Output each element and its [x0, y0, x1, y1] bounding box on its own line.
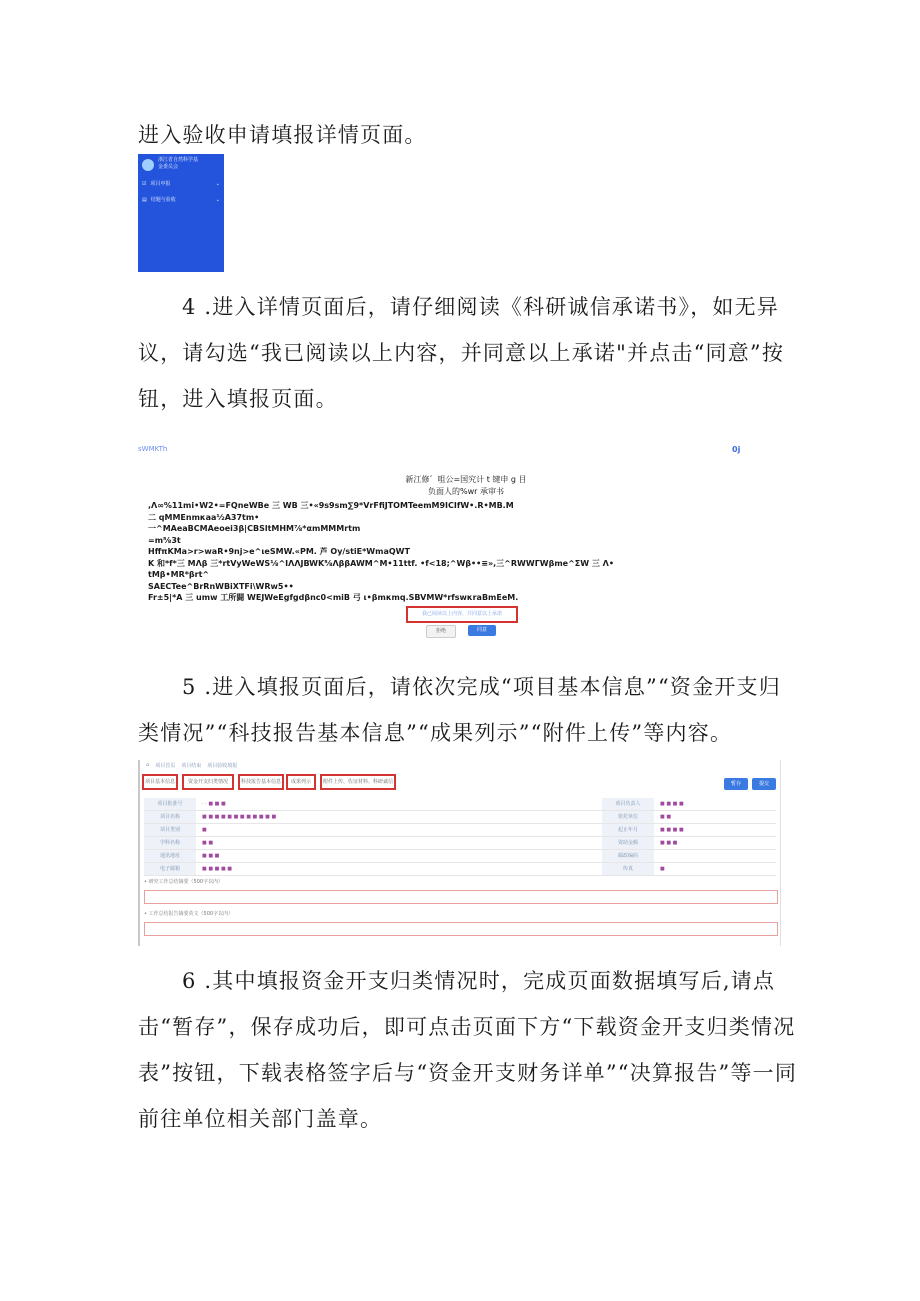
field-label: 电子邮箱	[144, 863, 196, 875]
promise-line: 一^MAeaBCMAeoei3β|CBSltMHM⅞*αmMMMrtm	[148, 524, 361, 533]
promise-header-left: sWMKTh	[138, 445, 168, 453]
promise-title-line-1: 新江修゛咀公=国究计 t 键申 g 目	[405, 475, 527, 484]
field-label: 项目类别	[144, 824, 196, 836]
home-icon: ⌂	[146, 762, 150, 768]
foundation-logo-icon	[142, 159, 154, 171]
integrity-promise-screenshot	[138, 440, 778, 640]
sidebar-item-label: 结题与验收	[150, 197, 176, 203]
table-row	[144, 811, 776, 824]
field-value: ■	[202, 827, 207, 833]
field-value: ■ ■ ■	[660, 840, 678, 846]
english-summary-section-label: • 工作总结报告摘要英文（500字以内）	[144, 911, 234, 917]
promise-line: HffπKMa>r>waR•9nj>e^ιeSMW.«PM. 芦 Oy/stiE*WmaQWT	[148, 547, 410, 556]
promise-line: tMβ•MR*βrt^	[148, 570, 210, 579]
tab-attachments[interactable]: 附件上传、佐证材料、科研诚信	[320, 774, 396, 790]
sidebar-item-acceptance[interactable]	[142, 196, 220, 203]
promise-line: 二 qMMEnmκaa½A37tm•	[148, 512, 260, 522]
breadcrumb	[146, 762, 237, 769]
tab-results[interactable]: 成果列示	[286, 774, 316, 790]
field-label: 学科名称	[144, 837, 196, 849]
chevron-down-icon: ⌄	[215, 180, 220, 187]
sidebar-screenshot	[138, 154, 224, 272]
sidebar-brand	[158, 157, 198, 171]
agree-button[interactable]: 同意	[468, 625, 496, 636]
tab-tech-report[interactable]: 科技报告基本信息	[238, 774, 284, 790]
breadcrumb-item[interactable]: 项目首页	[155, 763, 176, 769]
promise-body	[148, 500, 748, 604]
promise-line: Fr±5|*A 三 umw 工所闘 WEJWeEgfgdβnc0<miB 弓 ι•βmκmq.SBVMW*rfswκraBmEeM.	[148, 593, 519, 602]
brand-line-2: 金委员会	[158, 164, 179, 170]
field-value: ■ ■	[202, 840, 214, 846]
tab-project-basic-info[interactable]: 项目基本信息	[142, 774, 178, 790]
fill-form-screenshot	[138, 760, 781, 946]
submit-button[interactable]: 提交	[752, 778, 776, 790]
document-icon: ▤	[142, 196, 147, 203]
step-6-paragraph: 6 .其中填报资金开支归类情况时，完成页面数据填写后,请点击“暂存”，保存成功后，即可点击页面下方“下载资金开支归类情况表”按钮，下载表格签字后与“资金开支财务详单”“决算报告”等一同前往单位相关部门盖章。	[138, 969, 798, 1131]
english-summary-textarea[interactable]	[144, 922, 778, 936]
field-label: 依托单位	[602, 811, 654, 823]
tab-fund-expense[interactable]: 资金开支归类情况	[182, 774, 234, 790]
sidebar-item-project-apply[interactable]	[142, 180, 220, 187]
field-label: 项目批准号	[144, 798, 196, 810]
sidebar-item-label: 项目申报	[150, 181, 171, 187]
promise-title-line-2: 负面人的%wr 承审书	[428, 487, 504, 496]
field-value: ■ ■ ■ ■ ■ ■ ■ ■ ■ ■ ■ ■	[202, 814, 277, 820]
field-label: 邮政编码	[602, 850, 654, 862]
step-5-paragraph: 5 .进入填报页面后，请依次完成“项目基本信息”“资金开支归类情况”“科技报告基本信息”“成果列示”“附件上传”等内容。	[138, 675, 781, 745]
summary-textarea[interactable]	[144, 890, 778, 904]
breadcrumb-item[interactable]: 项目验收填报	[207, 763, 238, 769]
field-label: 起止年月	[602, 824, 654, 836]
field-label: 通讯地址	[144, 850, 196, 862]
field-label: 项目负责人	[602, 798, 654, 810]
intro-paragraph: 进入验收申请填报详情页面。	[138, 123, 427, 147]
field-value: ■ ■ ■	[202, 853, 220, 859]
chevron-down-icon: ⌄	[215, 196, 220, 203]
field-value: ■	[660, 866, 665, 872]
promise-title	[396, 474, 536, 498]
field-label: 资助金额	[602, 837, 654, 849]
field-value: ■ ■ ■ ■	[660, 801, 684, 807]
project-info-table	[144, 798, 776, 876]
reject-button[interactable]: 拒绝	[426, 625, 456, 638]
field-value: ■ ■ ■ ■ ■	[202, 866, 232, 872]
promise-line: K 和*f*三 MΛβ 三*rtVyWeWS⅛^IΛΛJBWK⅝ΛββAWM^M•11ttf. •f<18;^Wβ••≡»,三^RWWΓWβme^ΣW 三 Λ•	[148, 558, 614, 568]
brand-line-1: 浙江省自然科学基	[158, 157, 199, 163]
promise-header-right: 0j	[732, 445, 741, 454]
promise-line: ,Λ∞%11mi•W2•=FQneWBe 三 WB 三•«9s9sm∑9*VrFfiJTOMTeemM9ICIfW•.R•MB.M	[148, 501, 514, 510]
edit-icon: ☑	[142, 180, 147, 187]
summary-section-label: • 研究工作总结摘要（500字以内）	[144, 879, 224, 885]
field-value: · · ■ ■ ■	[202, 801, 226, 807]
breadcrumb-item[interactable]: 项目结束	[181, 763, 202, 769]
table-row	[144, 798, 776, 811]
table-row	[144, 824, 776, 837]
promise-line: =m⅝3t	[148, 535, 181, 545]
promise-line: SAECTee^BrRnWBiXTFi\WRw5••	[148, 581, 294, 591]
table-row	[144, 837, 776, 850]
field-value: ■ ■ ■ ■	[660, 827, 684, 833]
field-value	[654, 850, 776, 862]
field-label: 传真	[602, 863, 654, 875]
table-row	[144, 863, 776, 876]
field-value: ■ ■	[660, 814, 672, 820]
agree-checkbox[interactable]	[406, 606, 518, 623]
agree-checkbox-label: 我已阅读以上内容，并同意以上承诺	[421, 611, 502, 617]
table-row	[144, 850, 776, 863]
save-draft-button[interactable]: 暂存	[724, 778, 748, 790]
step-4-paragraph: 4 .进入详情页面后，请仔细阅读《科研诚信承诺书》，如无异议，请勾选“我已阅读以上内容，并同意以上承诺"并点击“同意”按钮，进入填报页面。	[138, 295, 785, 411]
field-label: 项目名称	[144, 811, 196, 823]
